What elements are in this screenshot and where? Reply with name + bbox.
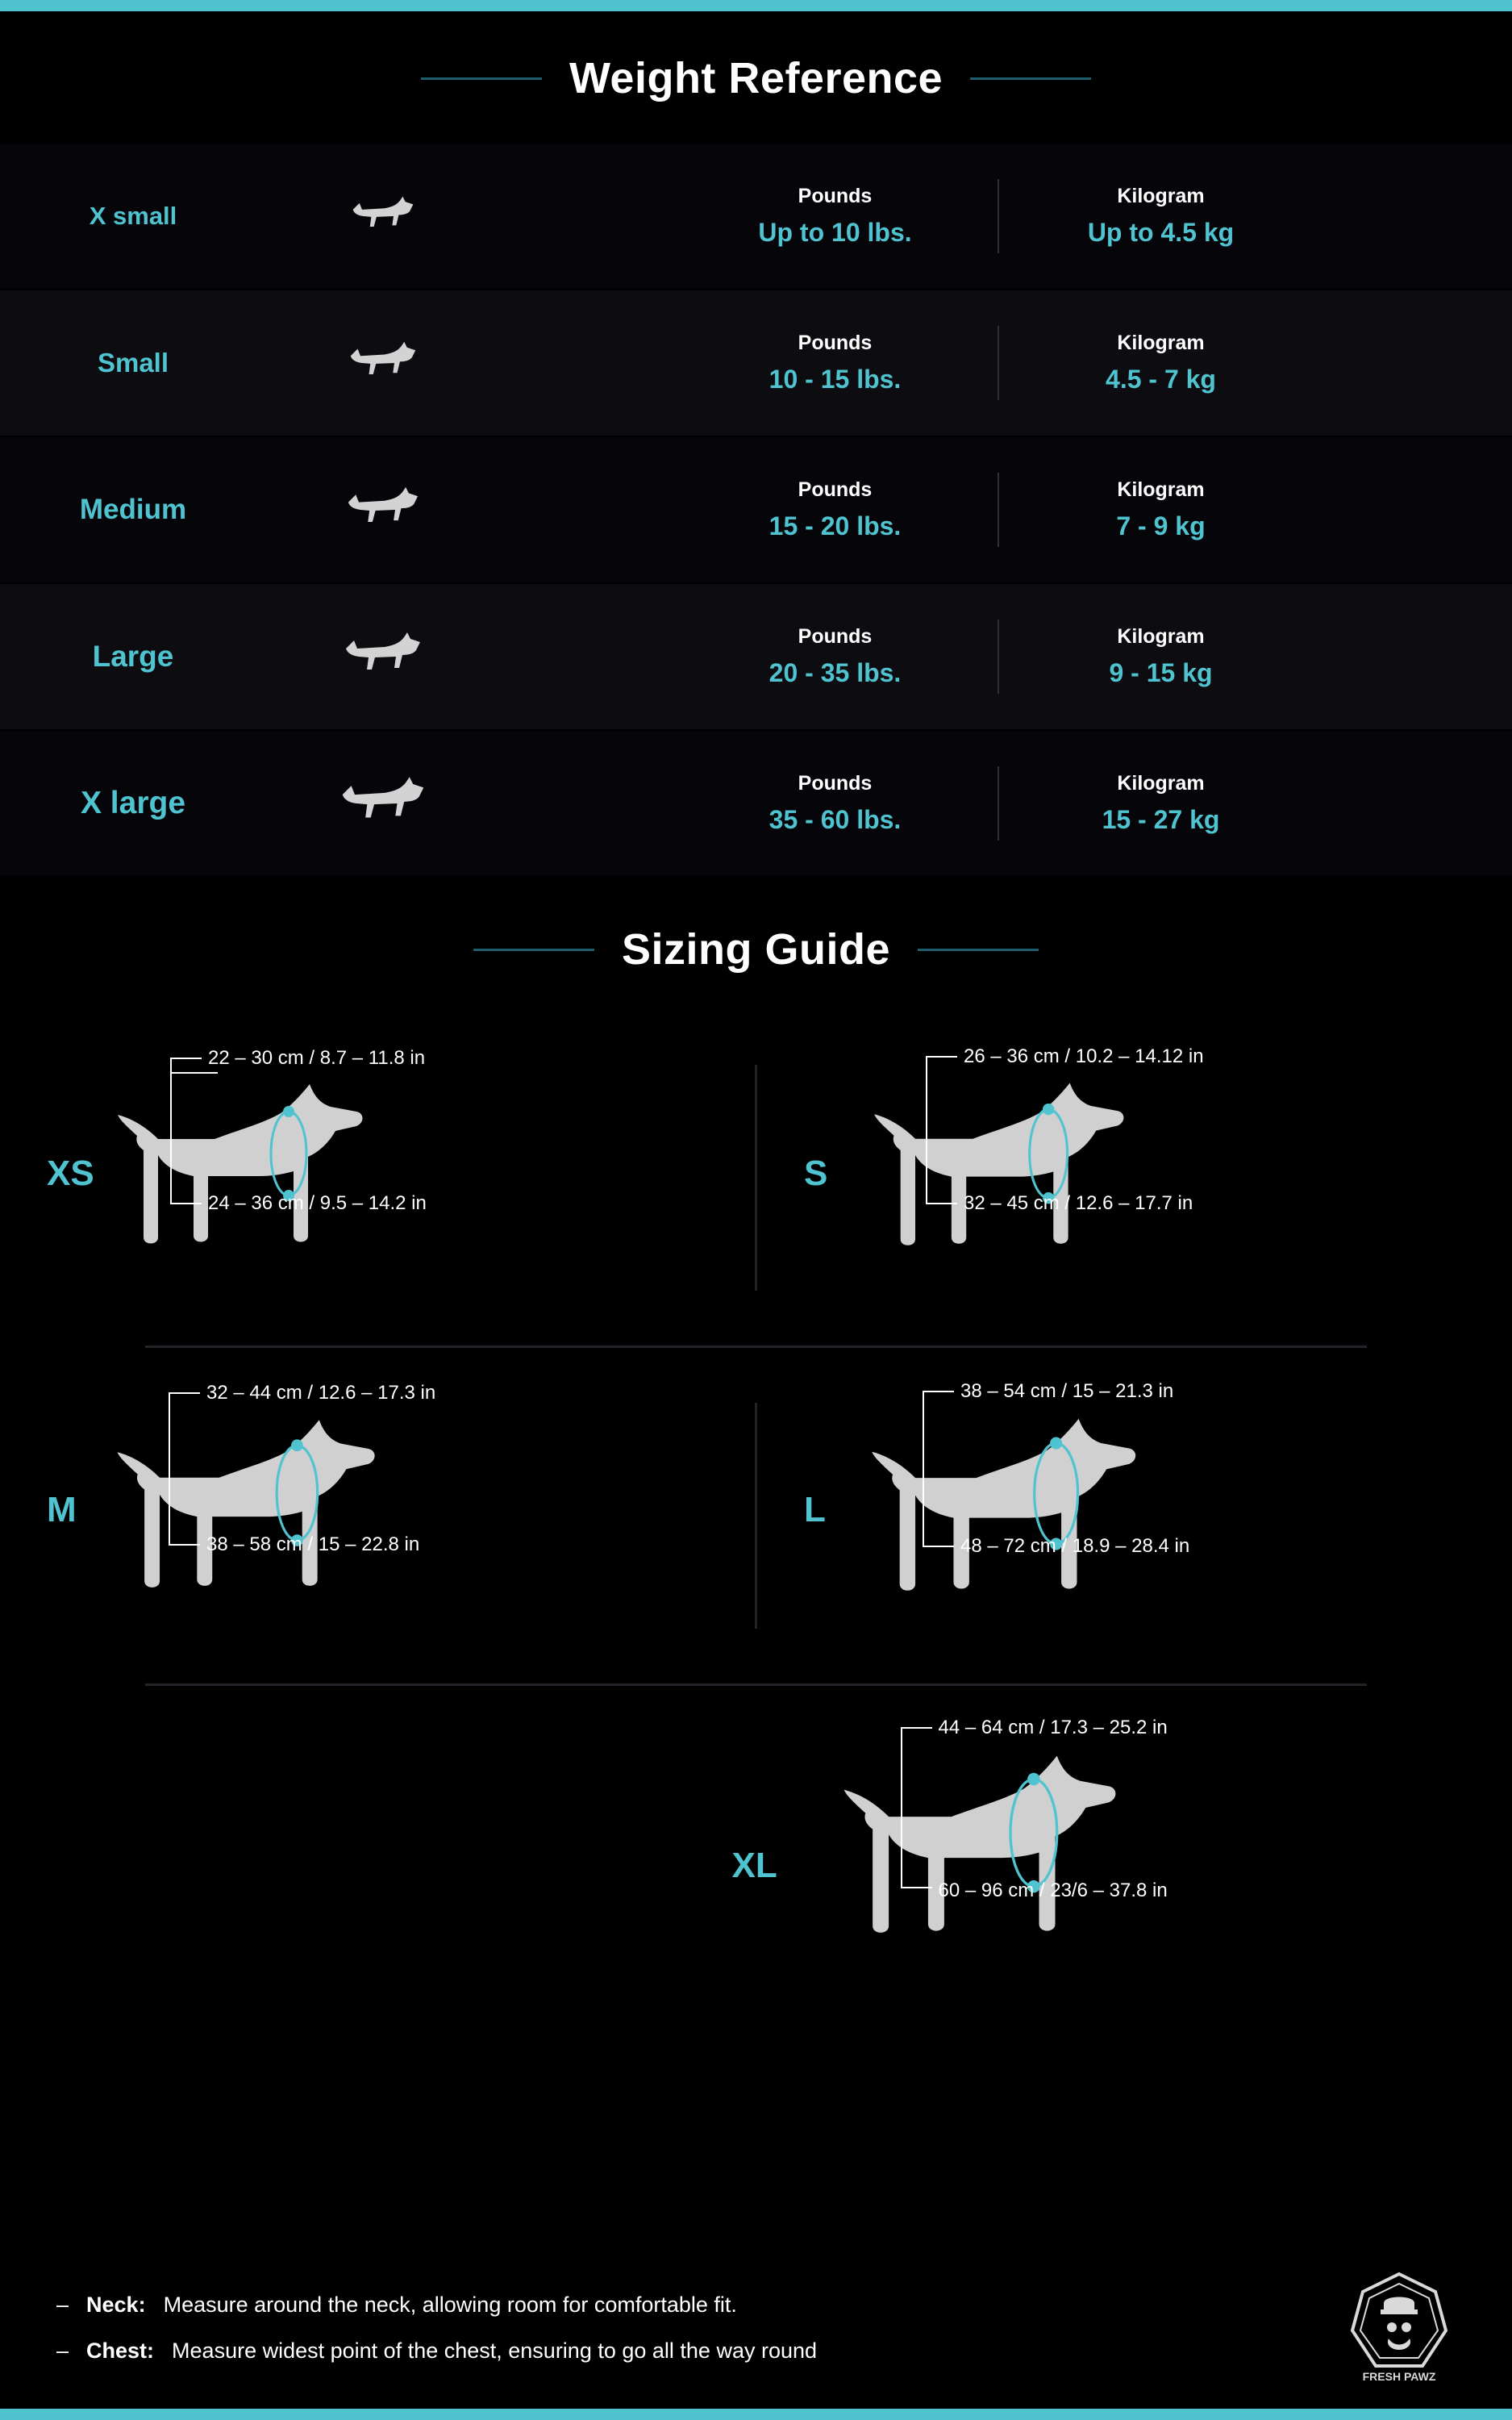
measure-divider (998, 766, 999, 841)
size-letter-l: L (804, 1490, 826, 1529)
fresh-pawz-logo-icon (1339, 2268, 1460, 2389)
dog-silhouette-icon (282, 775, 484, 832)
pounds-label: Pounds (798, 185, 873, 207)
pounds-value: 10 - 15 lbs. (768, 365, 902, 394)
neck-dimension-xl: 44 – 64 cm / 17.3 – 25.2 in (938, 1717, 1168, 1738)
weight-reference-title: Weight Reference (569, 54, 943, 102)
pounds-value: 35 - 60 lbs. (768, 805, 902, 834)
neck-dimension-l: 38 – 54 cm / 15 – 21.3 in (960, 1380, 1174, 1402)
note-dash: – (56, 2293, 69, 2317)
chest-dimension-xl: 60 – 96 cm / 23/6 – 37.8 in (938, 1880, 1168, 1901)
note-neck (56, 2293, 817, 2318)
chest-dimension-m: 38 – 58 cm / 15 – 22.8 in (206, 1533, 420, 1555)
size-letter-xs: XS (47, 1154, 94, 1193)
sizing-guide-item-m (0, 1354, 756, 1677)
brand-logo (1335, 2264, 1464, 2393)
note-label-chest: Chest: (86, 2339, 155, 2363)
pounds-cell (702, 772, 968, 835)
measurement-notes (56, 2293, 817, 2364)
sizing-guide-section (0, 878, 1512, 2015)
note-chest (56, 2339, 817, 2364)
guide-horizontal-divider (145, 1684, 1367, 1686)
measure-callouts-xs (161, 1049, 726, 1307)
sizing-guide-row (0, 1692, 1512, 2015)
sizing-guide-row (0, 1354, 1512, 1677)
heading-rule-right (918, 949, 1039, 951)
note-dash: – (56, 2339, 69, 2363)
pounds-label: Pounds (798, 772, 873, 795)
kilogram-label: Kilogram (1117, 625, 1205, 648)
pounds-label: Pounds (798, 332, 873, 354)
kilogram-cell (1028, 478, 1294, 541)
sizing-guide-item-l (756, 1354, 1511, 1677)
sizing-guide-item-xs (0, 1016, 756, 1339)
brand-name: FRESH PAWZ (1362, 2370, 1436, 2383)
weight-row-size: Small (97, 348, 169, 378)
kilogram-cell (1028, 625, 1294, 688)
pounds-label: Pounds (798, 478, 873, 501)
table-row (0, 144, 1512, 290)
neck-dimension-xs: 22 – 30 cm / 8.7 – 11.8 in (208, 1047, 426, 1069)
dog-silhouette-icon (282, 340, 484, 386)
table-row (0, 731, 1512, 878)
table-row (0, 437, 1512, 584)
dog-silhouette-icon (282, 631, 484, 682)
size-letter-s: S (804, 1154, 828, 1193)
kilogram-label: Kilogram (1117, 185, 1205, 207)
measure-callouts-l (914, 1382, 1478, 1651)
pounds-cell (702, 478, 968, 541)
chest-dimension-xs: 24 – 36 cm / 9.5 – 14.2 in (208, 1192, 427, 1214)
kilogram-cell (1028, 772, 1294, 835)
pounds-value: 15 - 20 lbs. (768, 511, 902, 540)
neck-dimension-m: 32 – 44 cm / 12.6 – 17.3 in (206, 1382, 436, 1404)
weight-reference-table (0, 144, 1512, 878)
pounds-cell (702, 625, 968, 688)
sizing-guide-item-s (756, 1016, 1511, 1339)
weight-row-size: Large (92, 640, 174, 673)
weight-row-measures (484, 620, 1512, 694)
pounds-value: Up to 10 lbs. (758, 218, 912, 247)
kilogram-label: Kilogram (1117, 332, 1205, 354)
size-letter-xl: XL (731, 1846, 777, 1885)
footer (0, 2247, 1512, 2409)
weight-reference-heading (0, 53, 1512, 103)
measure-callouts-m (160, 1383, 724, 1650)
sizing-guide-heading (0, 924, 1512, 974)
weight-row-size: Medium (79, 494, 187, 525)
sizing-guide-title: Sizing Guide (621, 925, 890, 974)
weight-reference-section (0, 11, 1512, 878)
size-letter-m: M (47, 1490, 77, 1529)
sizing-guide-item-xl (353, 1692, 1168, 2015)
pounds-value: 20 - 35 lbs. (768, 658, 902, 687)
kilogram-value: Up to 4.5 kg (1087, 218, 1235, 247)
chest-dimension-s: 32 – 45 cm / 12.6 – 17.7 in (964, 1192, 1193, 1214)
pounds-label: Pounds (798, 625, 873, 648)
weight-row-measures (484, 473, 1512, 547)
measure-divider (998, 620, 999, 694)
neck-dimension-s: 26 – 36 cm / 10.2 – 14.12 in (964, 1045, 1204, 1067)
measure-divider (998, 326, 999, 400)
note-label-neck: Neck: (86, 2293, 146, 2317)
measure-divider (998, 473, 999, 547)
kilogram-value: 9 - 15 kg (1109, 658, 1213, 687)
weight-row-measures (484, 326, 1512, 400)
table-row (0, 290, 1512, 437)
measure-divider (998, 179, 999, 253)
dog-silhouette-icon (282, 486, 484, 534)
kilogram-label: Kilogram (1117, 478, 1205, 501)
weight-row-size: X large (80, 786, 186, 820)
heading-rule-left (421, 77, 542, 80)
weight-row-measures (484, 766, 1512, 841)
sizing-guide-row (0, 1016, 1512, 1339)
kilogram-label: Kilogram (1117, 772, 1205, 795)
weight-row-size: X small (89, 202, 177, 230)
note-text-chest: Measure widest point of the chest, ensuring to go all the way round (172, 2339, 818, 2363)
dog-silhouette-icon (282, 195, 484, 237)
weight-row-measures (484, 179, 1512, 253)
pounds-cell (702, 332, 968, 394)
measure-callouts-xl (892, 1718, 1456, 1992)
top-accent-rule (0, 0, 1512, 11)
note-text-neck: Measure around the neck, allowing room for comfortable fit. (163, 2293, 737, 2317)
kilogram-value: 15 - 27 kg (1102, 805, 1220, 834)
kilogram-value: 7 - 9 kg (1116, 511, 1206, 540)
heading-rule-right (970, 77, 1091, 80)
chest-dimension-l: 48 – 72 cm / 18.9 – 28.4 in (960, 1535, 1190, 1557)
bottom-accent-rule (0, 2409, 1512, 2420)
table-row (0, 584, 1512, 731)
kilogram-cell (1028, 185, 1294, 248)
sizing-guide-grid (0, 1016, 1512, 2015)
kilogram-value: 4.5 - 7 kg (1106, 365, 1216, 394)
measure-callouts-s (917, 1047, 1481, 1305)
heading-rule-left (473, 949, 594, 951)
kilogram-cell (1028, 332, 1294, 394)
pounds-cell (702, 185, 968, 248)
guide-horizontal-divider (145, 1346, 1367, 1348)
